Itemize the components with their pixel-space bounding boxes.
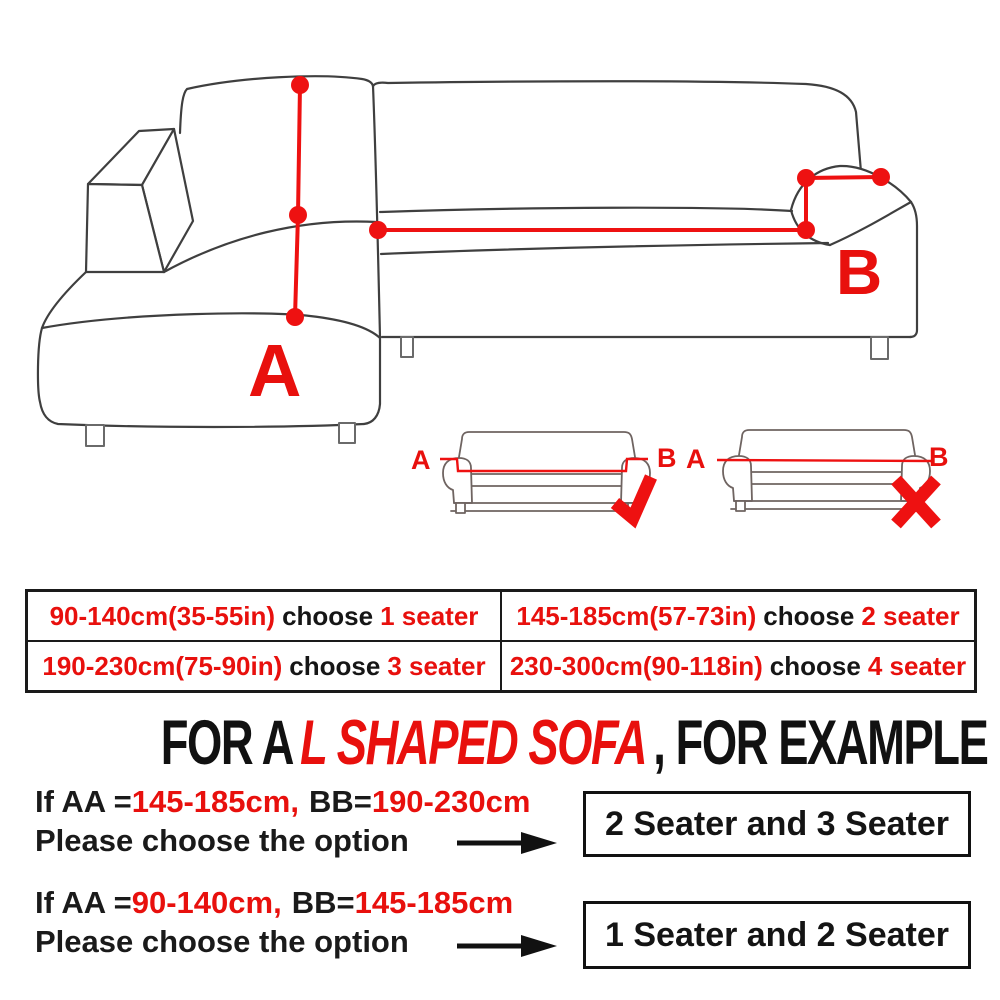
arrow-right-icon — [455, 831, 559, 855]
size-cell-1-seater — [27, 591, 501, 641]
instruction-line: Please choose the option — [35, 924, 409, 959]
mini-correct-label-b: B — [657, 443, 677, 473]
bb-value: 190-230cm — [371, 784, 531, 819]
seater-label: 2 seater — [861, 600, 960, 631]
size-range: 230-300cm(90-118in) — [509, 650, 763, 681]
size-range: 190-230cm(75-90in) — [42, 650, 283, 681]
result-option-box: 1 Seater and 2 Seater — [583, 901, 971, 969]
bb-label: BB= — [308, 784, 372, 819]
result-option-box: 2 Seater and 3 Seater — [583, 791, 971, 857]
size-cell-4-seater — [501, 641, 975, 691]
wrong-measure-line — [717, 460, 932, 461]
mini-correct-label-a: A — [411, 445, 431, 475]
size-table — [25, 589, 977, 693]
mini-wrong-label-a: A — [686, 444, 706, 474]
title-suffix: , FOR EXAMPLE — [653, 708, 988, 778]
bb-label: BB= — [291, 885, 355, 920]
seater-label: 1 seater — [380, 600, 479, 631]
l-shaped-sofa-drawing — [38, 76, 917, 446]
choose-label: choose — [289, 650, 381, 681]
page-title — [0, 708, 1000, 778]
example-row-2 — [35, 884, 975, 984]
size-cell-2-seater — [501, 591, 975, 641]
if-label: If AA = — [35, 885, 132, 920]
choose-label: choose — [282, 600, 374, 631]
instruction-line: Please choose the option — [35, 823, 409, 858]
mini-sofa-wrong — [686, 430, 949, 524]
if-label: If AA = — [35, 784, 132, 819]
size-cell-3-seater — [27, 641, 501, 691]
choose-label: choose — [763, 600, 855, 631]
bb-value: 145-185cm — [354, 885, 514, 920]
size-range: 90-140cm(35-55in) — [49, 600, 276, 631]
label-a: A — [248, 329, 302, 412]
aa-value: 145-185cm, — [131, 784, 299, 819]
title-prefix: FOR A — [160, 708, 293, 778]
title-highlight: L SHAPED SOFA — [300, 708, 647, 778]
example-row-1 — [35, 783, 975, 883]
seater-label: 3 seater — [387, 650, 486, 681]
seater-label: 4 seater — [867, 650, 967, 681]
mini-wrong-label-b: B — [929, 442, 949, 472]
aa-value: 90-140cm, — [131, 885, 282, 920]
label-b: B — [836, 236, 883, 308]
choose-label: choose — [769, 650, 861, 681]
size-range: 145-185cm(57-73in) — [516, 600, 757, 631]
arrow-right-icon — [455, 934, 559, 958]
measure-aa-line — [286, 76, 309, 326]
